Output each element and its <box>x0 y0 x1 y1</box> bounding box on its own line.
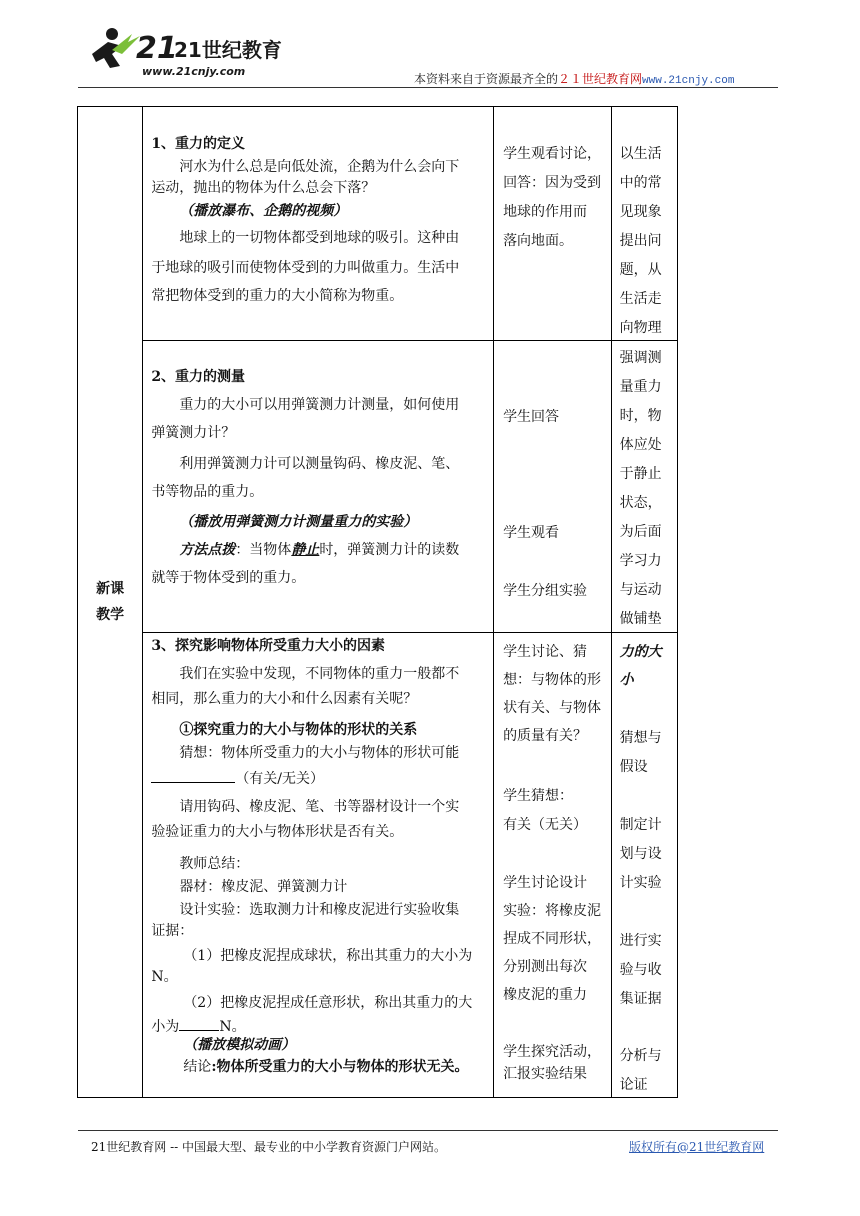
intent-line: 时，物 <box>619 408 662 424</box>
row3-text: 设计实验：选取测力计和橡皮泥进行实验收集 <box>179 902 460 918</box>
intent-line: 以生活 <box>619 146 662 162</box>
footer-site-description: 21世纪教育网 -- 中国最大型、最专业的中小学教育资源门户网站。 <box>91 1140 447 1154</box>
row2-text: 利用弹簧测力计可以测量钩码、橡皮泥、笔、 <box>179 456 460 472</box>
intent-line: 见现象 <box>619 204 662 220</box>
row3-blank-line <box>151 1016 245 1037</box>
student-line: 想：与物体的形 <box>503 672 602 688</box>
student-line: 学生讨论设计 <box>503 875 588 891</box>
answer-blank[interactable] <box>151 768 235 783</box>
intent-line: 体应处 <box>619 437 662 453</box>
note-url[interactable]: www.21cnjy.com <box>642 75 735 87</box>
method-tip <box>179 540 459 560</box>
student-line: 学生讨论、猜 <box>503 644 588 660</box>
guess-options: （有关/无关） <box>235 771 325 787</box>
row3-subtitle: ①探究重力的大小与物体的形状的关系 <box>179 722 418 738</box>
intent-line: 强调测 <box>619 350 662 366</box>
content-cell <box>143 341 494 633</box>
conclusion-text: :物体所受重力的大小与物体的形状无关。 <box>211 1059 469 1075</box>
student-line: 橡皮泥的重力 <box>503 987 588 1003</box>
table-row <box>78 341 678 633</box>
row1-text: 于地球的吸引而使物体受到的力叫做重力。生活中 <box>151 260 460 276</box>
intent-line: 计实验 <box>619 875 662 891</box>
intent-line: 量重力 <box>619 379 662 395</box>
intent-line: 于静止 <box>619 466 662 482</box>
intent-line: 与运动 <box>619 582 662 598</box>
student-line: 汇报实验结果 <box>503 1066 588 1082</box>
conclusion <box>183 1057 468 1077</box>
row1-text: 常把物体受到的重力的大小简称为物重。 <box>151 288 404 304</box>
student-line: 捏成不同形状， <box>503 931 602 947</box>
student-line: 学生分组实验 <box>503 583 588 599</box>
table-row <box>78 633 678 1098</box>
page-header <box>0 0 860 90</box>
row3-text: 教师总结： <box>179 856 250 872</box>
student-line: 学生回答 <box>503 409 560 425</box>
student-line: 的质量有关？ <box>503 728 588 744</box>
tip-keyword: 静止 <box>291 542 320 558</box>
intent-line: 验与收 <box>619 962 662 978</box>
row3-text: 我们在实验中发现，不同物体的重力一般都不 <box>179 666 460 682</box>
row3-text: 器材：橡皮泥、弹簧测力计 <box>179 879 348 895</box>
section-label-line1: 新课 <box>96 581 125 597</box>
row1-text: 地球上的一切物体都受到地球的吸引。这种由 <box>179 230 460 246</box>
design-intent-cell <box>611 341 677 633</box>
note-site: ２１世纪教育网 <box>558 72 643 86</box>
tip-text: ：当物体 <box>235 542 292 558</box>
student-activity-cell <box>494 633 612 1098</box>
header-rule <box>78 87 778 88</box>
row1-text: 河水为什么总是向低处流，企鹅为什么会向下 <box>179 159 460 175</box>
intent-line: 提出问 <box>619 233 662 249</box>
intent-line: 为后面 <box>619 524 662 540</box>
intent-line: 向物理 <box>619 320 662 336</box>
row2-text: 就等于物体受到的重力。 <box>151 570 306 586</box>
intent-line: 集证据 <box>619 991 662 1007</box>
student-line: 回答：因为受到 <box>503 175 602 191</box>
design-intent-cell <box>611 107 677 341</box>
student-line: 实验：将橡皮泥 <box>503 903 602 919</box>
intent-line: 分析与 <box>619 1048 662 1064</box>
row3-text: 相同，那么重力的大小和什么因素有关呢？ <box>151 691 418 707</box>
intent-line: 状态， <box>619 495 662 511</box>
answer-blank[interactable] <box>179 1016 219 1031</box>
intent-line: 题，从 <box>619 262 662 278</box>
row2-text: 重力的大小可以用弹簧测力计测量，如何使用 <box>179 397 460 413</box>
svg-text:21: 21 <box>136 31 178 66</box>
row3-text: 猜想：物体所受重力的大小与物体的形状可能 <box>179 745 460 761</box>
student-line: 有关（无关） <box>503 817 588 833</box>
student-line: 状有关、与物体 <box>503 700 602 716</box>
student-line: 学生探究活动， <box>503 1044 602 1060</box>
intent-title: 小 <box>619 672 634 688</box>
design-intent-cell <box>611 633 677 1098</box>
intent-line: 生活走 <box>619 291 662 307</box>
row3-text: （2）把橡皮泥捏成任意形状，称出其重力的大 <box>183 995 473 1011</box>
row1-text: 运动，抛出的物体为什么总会下落？ <box>151 180 376 196</box>
intent-line: 假设 <box>619 759 648 775</box>
row3-text: 验验证重力的大小与物体形状是否有关。 <box>151 824 404 840</box>
conclusion-label: 结论 <box>183 1059 212 1075</box>
intent-title: 力的大 <box>619 644 662 660</box>
intent-line: 做铺垫 <box>619 611 662 627</box>
content-cell <box>143 633 494 1098</box>
guess-blank-line <box>151 768 324 789</box>
21cnjy-logo <box>82 20 282 80</box>
student-line: 地球的作用而 <box>503 204 588 220</box>
intent-line: 猜想与 <box>619 730 662 746</box>
lesson-table <box>77 106 678 1098</box>
intent-line: 进行实 <box>619 933 662 949</box>
footer-rule <box>78 1130 778 1131</box>
student-line: 落向地面。 <box>503 233 574 249</box>
intent-line: 论证 <box>619 1077 648 1093</box>
row3-text: 证据： <box>151 923 194 939</box>
section-label-cell <box>78 107 143 1098</box>
row3-text: （1）把橡皮泥捏成球状，称出其重力的大小为 <box>183 948 473 964</box>
row3-title: 3、探究影响物体所受重力大小的因素 <box>151 638 386 654</box>
row3-text: 小为 <box>151 1019 180 1035</box>
intent-line: 学习力 <box>619 553 662 569</box>
table-row <box>78 107 678 341</box>
row2-title: 2、重力的测量 <box>151 369 246 385</box>
student-line: 分别测出每次 <box>503 959 588 975</box>
tip-label: 方法点拨 <box>179 542 236 558</box>
student-line: 学生观看讨论， <box>503 146 602 162</box>
tip-text: 时，弹簧测力计的读数 <box>319 542 460 558</box>
note-prefix: 本资料来自于资源最齐全的 <box>414 72 559 86</box>
row2-text: 弹簧测力计？ <box>151 425 236 441</box>
header-source-note <box>414 70 734 87</box>
logo-text: 21世纪教育 <box>174 38 282 62</box>
row3-animation-note: （播放模拟动画） <box>183 1037 296 1053</box>
footer-copyright-link[interactable]: 版权所有@21世纪教育网 <box>629 1140 765 1154</box>
logo-url: www.21cnjy.com <box>142 65 246 78</box>
student-activity-cell <box>494 341 612 633</box>
row2-text: 书等物品的重力。 <box>151 484 264 500</box>
row1-video-note: （播放瀑布、企鹅的视频） <box>179 203 348 219</box>
student-line: 学生猜想： <box>503 788 574 804</box>
intent-line: 中的常 <box>619 175 662 191</box>
student-activity-cell <box>494 107 612 341</box>
row1-title: 1、重力的定义 <box>151 136 246 152</box>
row3-text: N。 <box>151 969 178 985</box>
intent-line: 制定计 <box>619 817 662 833</box>
row2-video-note: （播放用弹簧测力计测量重力的实验） <box>179 514 418 530</box>
intent-line: 划与设 <box>619 846 662 862</box>
section-label-line2: 教学 <box>96 607 125 623</box>
row3-text: 请用钩码、橡皮泥、笔、书等器材设计一个实 <box>179 799 460 815</box>
row3-text: N。 <box>219 1019 246 1035</box>
content-cell <box>143 107 494 341</box>
student-line: 学生观看 <box>503 525 560 541</box>
